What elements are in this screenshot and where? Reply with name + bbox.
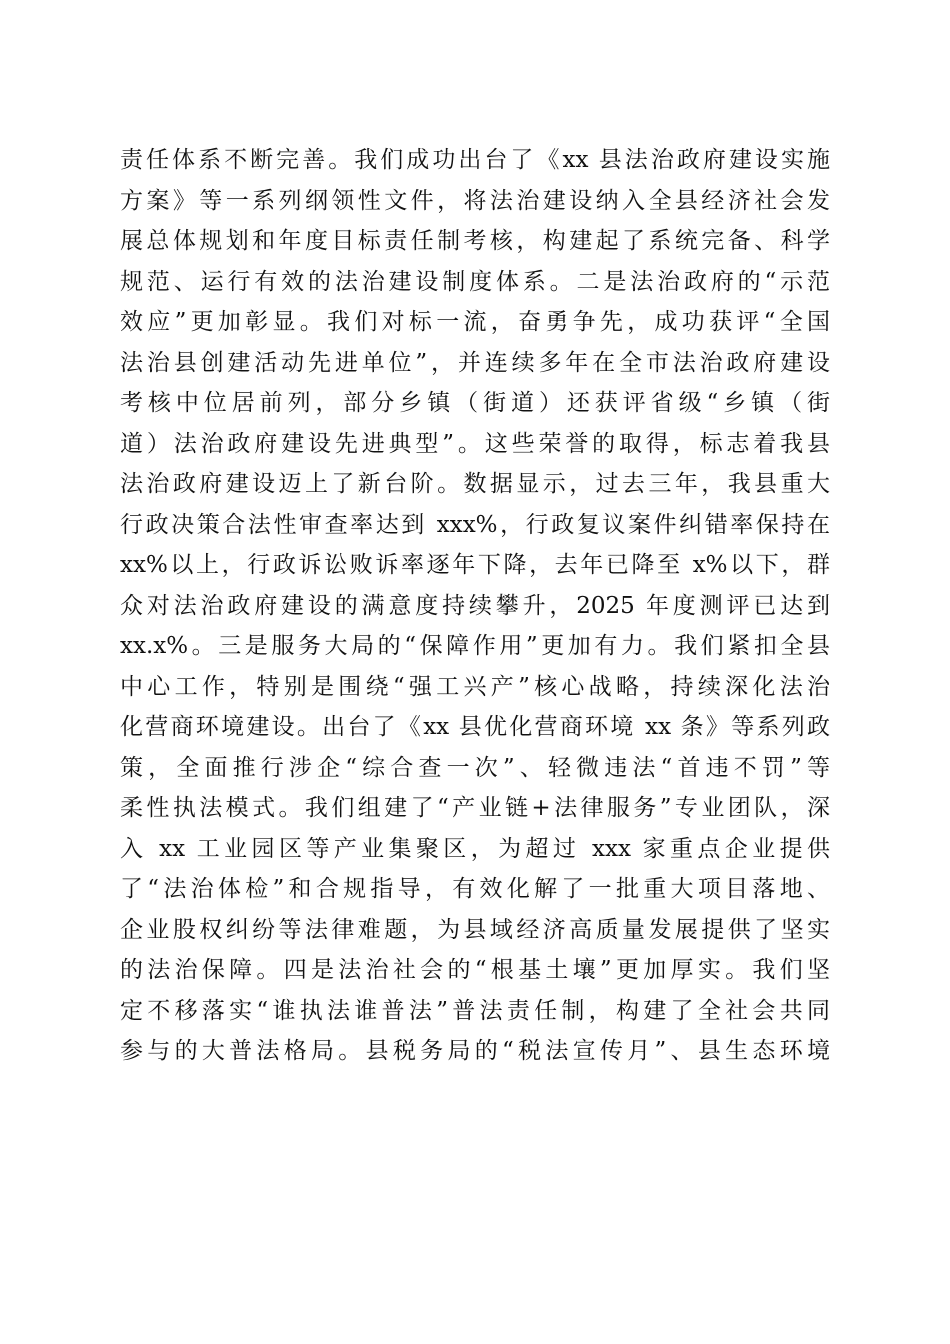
text-line: 化营商环境建设。出台了《xx 县优化营商环境 xx 条》等系列政 [120,714,830,740]
text-line: 道）法治政府建设先进典型”。这些荣誉的取得，标志着我县 [120,430,830,457]
text-line: 法治县创建活动先进单位”，并连续多年在全市法治政府建设 [120,349,830,376]
text-line: 众对法治政府建设的满意度持续攀升，2025 年度测评已达到 [120,592,830,619]
text-line: 行政决策合法性审查率达到 xxx%，行政复议案件纠错率保持在 [120,511,830,538]
text-line: xx%以上，行政诉讼败诉率逐年下降，去年已降至 x%以下，群 [120,552,830,578]
text-line: 定不移落实“谁执法谁普法”普法责任制，构建了全社会共同 [120,997,830,1024]
text-line: 中心工作，特别是围绕“强工兴产”核心战略，持续深化法治 [120,673,830,700]
text-line: 法治政府建设迈上了新台阶。数据显示，过去三年，我县重大 [120,471,830,497]
text-line: 规范、运行有效的法治建设制度体系。二是法治政府的“示范 [120,268,830,295]
text-line: 入 xx 工业园区等产业集聚区，为超过 xxx 家重点企业提供 [120,835,830,862]
text-line: 展总体规划和年度目标责任制考核，构建起了系统完备、科学 [120,228,830,254]
text-line: 考核中位居前列，部分乡镇（街道）还获评省级“乡镇（街 [120,390,830,416]
text-line: 的法治保障。四是法治社会的“根基土壤”更加厚实。我们坚 [120,957,830,983]
text-line: 参与的大普法格局。县税务局的“税法宣传月”、县生态环境 [120,1038,830,1064]
text-line: 企业股权纠纷等法律难题，为县域经济高质量发展提供了坚实 [120,916,830,943]
text-line: 策，全面推行涉企“综合查一次”、轻微违法“首违不罚”等 [120,754,830,781]
body-paragraph [120,140,830,1072]
text-line: 责任体系不断完善。我们成功出台了《xx 县法治政府建设实施 [120,147,830,173]
text-line: 效应”更加彰显。我们对标一流，奋勇争先，成功获评“全国 [120,309,830,335]
text-line: 方案》等一系列纲领性文件，将法治建设纳入全县经济社会发 [120,187,830,214]
text-line: 了“法治体检”和合规指导，有效化解了一批重大项目落地、 [120,876,830,902]
text-line: 柔性执法模式。我们组建了“产业链+法律服务”专业团队，深 [120,795,830,821]
text-line: xx.x%。三是服务大局的“保障作用”更加有力。我们紧扣全县 [120,633,830,659]
